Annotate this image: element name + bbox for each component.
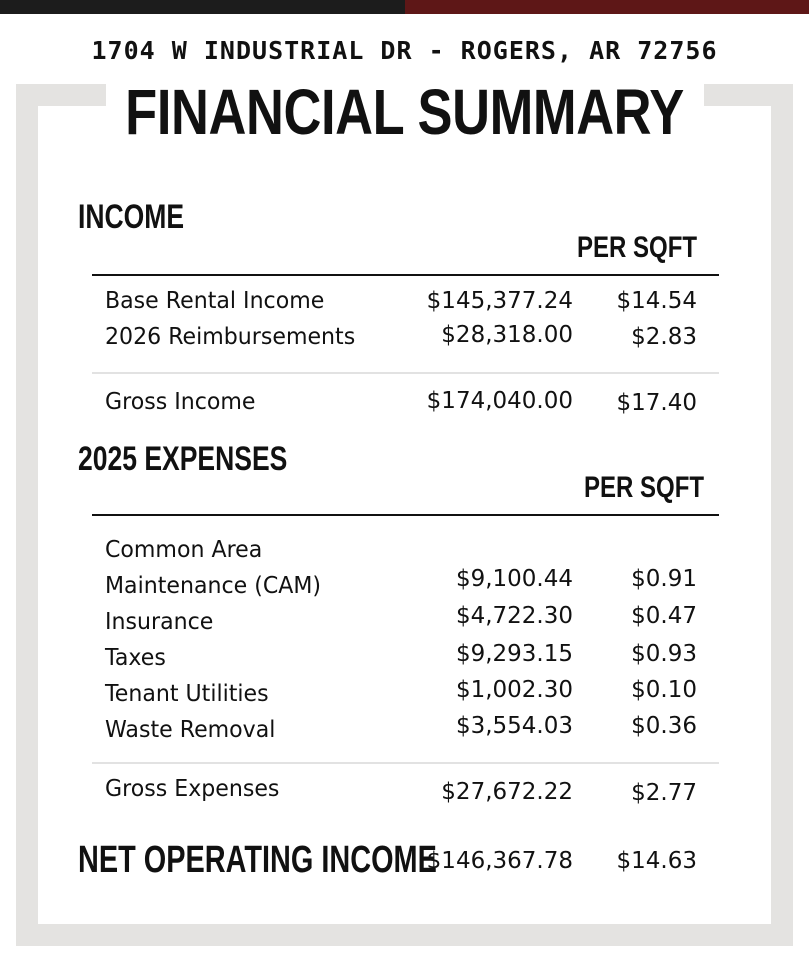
gross-income-amount: $174,040.00: [426, 388, 573, 414]
expense-row-per-sqft: $0.91: [631, 566, 697, 592]
income-row-per-sqft: $2.83: [631, 324, 697, 350]
income-row-amount: $145,377.24: [426, 288, 573, 314]
expense-row-amount: $9,293.15: [455, 641, 573, 667]
expense-row-label: Waste Removal: [105, 717, 276, 743]
expense-row-label: Tenant Utilities: [105, 681, 269, 707]
frame-right: [771, 84, 793, 946]
gross-expenses-amount: $27,672.22: [441, 779, 573, 805]
expense-row-per-sqft: $0.36: [631, 713, 697, 739]
frame-bottom: [16, 924, 793, 946]
income-header-rule: [92, 274, 719, 276]
expenses-per-sqft-header: PER SQFT: [583, 471, 704, 504]
expense-row-label: Taxes: [105, 645, 166, 671]
expense-row-amount: $1,002.30: [455, 677, 573, 703]
noi-label: NET OPERATING INCOME: [78, 839, 437, 881]
income-row-amount: $28,318.00: [441, 322, 573, 348]
gross-income-label: Gross Income: [105, 389, 256, 415]
expense-row-per-sqft: $0.10: [631, 677, 697, 703]
top-bar-red: [405, 0, 809, 14]
noi-amount: $146,367.78: [426, 848, 573, 874]
frame-left: [16, 84, 38, 946]
gross-expenses-per-sqft: $2.77: [631, 780, 697, 806]
expenses-heading: 2025 EXPENSES: [78, 440, 288, 478]
expense-row-per-sqft: $0.93: [631, 641, 697, 667]
gross-income-per-sqft: $17.40: [616, 390, 697, 416]
expenses-header-rule: [92, 514, 719, 516]
expense-row-label: Maintenance (CAM): [105, 573, 322, 599]
income-heading: INCOME: [78, 198, 185, 236]
expense-row-amount: $4,722.30: [455, 603, 573, 629]
expense-row-amount: $9,100.44: [455, 566, 573, 592]
top-bar-dark: [0, 0, 405, 14]
income-total-rule: [92, 372, 719, 374]
expense-row-per-sqft: $0.47: [631, 603, 697, 629]
expenses-total-rule: [92, 762, 719, 764]
expense-row-label-line1: Common Area: [105, 537, 263, 563]
page-title: FINANCIAL SUMMARY: [125, 76, 684, 148]
income-row-label: 2026 Reimbursements: [105, 324, 356, 350]
noi-per-sqft: $14.63: [616, 848, 697, 874]
income-row-label: Base Rental Income: [105, 288, 325, 314]
expense-row-amount: $3,554.03: [455, 713, 573, 739]
income-row-per-sqft: $14.54: [616, 288, 697, 314]
gross-expenses-label: Gross Expenses: [105, 776, 280, 802]
property-address: 1704 W INDUSTRIAL DR - ROGERS, AR 72756: [91, 36, 718, 65]
income-per-sqft-header: PER SQFT: [576, 231, 697, 264]
expense-row-label: Insurance: [105, 609, 214, 635]
